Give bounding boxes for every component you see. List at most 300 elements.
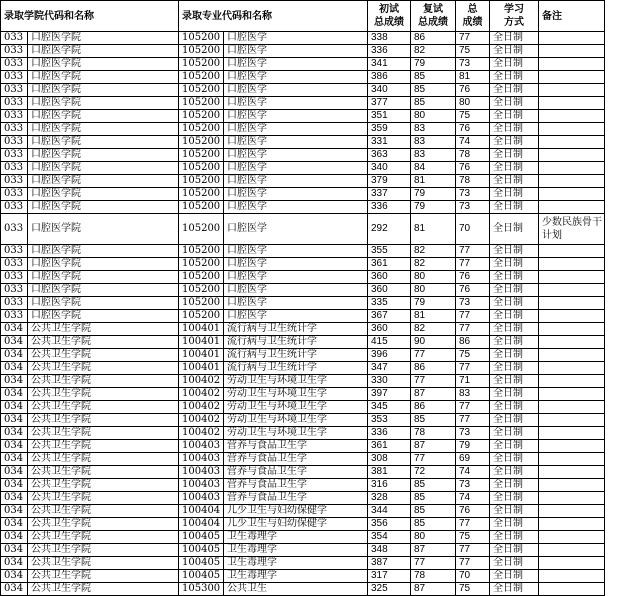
major-name-cell: 口腔医学 [224,71,368,84]
major-name-cell: 儿少卫生与妇幼保健学 [224,505,368,518]
table-row [1,323,605,336]
retest-score-cell: 85 [411,505,456,518]
total-score-cell: 86 [456,336,490,349]
major-name-cell: 口腔医学 [224,201,368,214]
study-mode-cell: 全日制 [490,84,539,97]
retest-score-cell: 78 [411,570,456,583]
prelim-score-cell: 381 [368,466,411,479]
major-name-cell: 营养与食品卫生学 [224,440,368,453]
study-mode-cell: 全日制 [490,258,539,271]
note-cell [539,297,605,310]
retest-score-cell: 85 [411,84,456,97]
header-row [1,1,605,32]
major-name-cell: 卫生毒理学 [224,531,368,544]
school-code-cell: 033 [1,84,28,97]
school-name-cell: 公共卫生学院 [28,453,179,466]
school-code-cell: 033 [1,58,28,71]
study-mode-cell: 全日制 [490,362,539,375]
prelim-score-cell: 317 [368,570,411,583]
study-mode-cell: 全日制 [490,440,539,453]
note-cell [539,362,605,375]
study-mode-cell: 全日制 [490,570,539,583]
school-code-cell: 033 [1,284,28,297]
table-body [1,32,605,596]
school-name-cell: 口腔医学院 [28,162,179,175]
total-score-cell: 77 [456,544,490,557]
school-code-cell: 033 [1,175,28,188]
school-name-cell: 公共卫生学院 [28,427,179,440]
note-cell [539,401,605,414]
total-score-cell: 77 [456,258,490,271]
major-name-cell: 口腔医学 [224,32,368,45]
prelim-score-cell: 336 [368,45,411,58]
study-mode-cell: 全日制 [490,388,539,401]
prelim-score-cell: 361 [368,440,411,453]
table-row [1,362,605,375]
major-code-cell: 105200 [179,297,224,310]
note-cell [539,544,605,557]
prelim-score-cell: 328 [368,492,411,505]
school-code-cell: 033 [1,258,28,271]
total-score-cell: 75 [456,45,490,58]
retest-score-cell: 86 [411,32,456,45]
header-total-line2: 成绩 [462,17,483,28]
total-score-cell: 76 [456,84,490,97]
study-mode-cell: 全日制 [490,175,539,188]
retest-score-cell: 77 [411,453,456,466]
retest-score-cell: 80 [411,531,456,544]
total-score-cell: 74 [456,136,490,149]
major-code-cell: 105200 [179,32,224,45]
retest-score-cell: 77 [411,557,456,570]
total-score-cell: 73 [456,188,490,201]
study-mode-cell: 全日制 [490,123,539,136]
retest-score-cell: 81 [411,310,456,323]
school-name-cell: 公共卫生学院 [28,323,179,336]
study-mode-cell: 全日制 [490,45,539,58]
prelim-score-cell: 348 [368,544,411,557]
major-name-cell: 口腔医学 [224,136,368,149]
prelim-score-cell: 325 [368,583,411,596]
note-cell [539,245,605,258]
note-cell [539,466,605,479]
retest-score-cell: 82 [411,323,456,336]
retest-score-cell: 84 [411,162,456,175]
study-mode-cell: 全日制 [490,214,539,245]
prelim-score-cell: 345 [368,401,411,414]
prelim-score-cell: 387 [368,557,411,570]
school-code-cell: 033 [1,97,28,110]
table-row [1,110,605,123]
study-mode-cell: 全日制 [490,297,539,310]
major-code-cell: 100403 [179,440,224,453]
major-name-cell: 劳动卫生与环境卫生学 [224,388,368,401]
major-code-cell: 100405 [179,544,224,557]
school-name-cell: 口腔医学院 [28,188,179,201]
total-score-cell: 77 [456,518,490,531]
total-score-cell: 80 [456,97,490,110]
total-score-cell: 73 [456,201,490,214]
school-name-cell: 口腔医学院 [28,149,179,162]
major-name-cell: 口腔医学 [224,45,368,58]
note-cell [539,271,605,284]
major-code-cell: 100401 [179,349,224,362]
header-major: 录取专业代码和名称 [179,1,368,32]
major-code-cell: 105200 [179,271,224,284]
major-code-cell: 105200 [179,214,224,245]
major-name-cell: 口腔医学 [224,123,368,136]
major-code-cell: 105200 [179,284,224,297]
study-mode-cell: 全日制 [490,349,539,362]
total-score-cell: 77 [456,310,490,323]
note-cell: 少数民族骨干计划 [539,214,605,245]
prelim-score-cell: 386 [368,71,411,84]
major-name-cell: 口腔医学 [224,149,368,162]
school-name-cell: 口腔医学院 [28,123,179,136]
total-score-cell: 81 [456,71,490,84]
table-row [1,136,605,149]
total-score-cell: 73 [456,479,490,492]
note-cell [539,136,605,149]
note-cell [539,570,605,583]
study-mode-cell: 全日制 [490,310,539,323]
major-code-cell: 100402 [179,414,224,427]
major-code-cell: 100401 [179,362,224,375]
major-code-cell: 105200 [179,71,224,84]
header-total-line1: 总 [467,4,478,15]
study-mode-cell: 全日制 [490,492,539,505]
major-name-cell: 流行病与卫生统计学 [224,323,368,336]
major-name-cell: 口腔医学 [224,284,368,297]
school-name-cell: 公共卫生学院 [28,336,179,349]
prelim-score-cell: 344 [368,505,411,518]
total-score-cell: 77 [456,557,490,570]
school-name-cell: 口腔医学院 [28,214,179,245]
school-code-cell: 034 [1,518,28,531]
prelim-score-cell: 360 [368,284,411,297]
table-row [1,271,605,284]
note-cell [539,149,605,162]
total-score-cell: 78 [456,175,490,188]
table-row [1,310,605,323]
note-cell [539,310,605,323]
header-mode-line1: 学习 [504,4,524,15]
school-code-cell: 033 [1,110,28,123]
note-cell [539,97,605,110]
retest-score-cell: 87 [411,440,456,453]
table-row [1,188,605,201]
table-row [1,479,605,492]
retest-score-cell: 86 [411,362,456,375]
note-cell [539,440,605,453]
retest-score-cell: 82 [411,245,456,258]
note-cell [539,427,605,440]
header-prelim-line2: 总成绩 [374,17,404,28]
total-score-cell: 77 [456,245,490,258]
school-code-cell: 033 [1,32,28,45]
prelim-score-cell: 335 [368,297,411,310]
school-name-cell: 口腔医学院 [28,110,179,123]
study-mode-cell: 全日制 [490,583,539,596]
major-name-cell: 口腔医学 [224,188,368,201]
study-mode-cell: 全日制 [490,466,539,479]
total-score-cell: 74 [456,492,490,505]
table-row [1,583,605,596]
retest-score-cell: 82 [411,258,456,271]
major-name-cell: 卫生毒理学 [224,544,368,557]
note-cell [539,84,605,97]
major-name-cell: 口腔医学 [224,110,368,123]
major-code-cell: 100403 [179,479,224,492]
school-code-cell: 034 [1,414,28,427]
school-code-cell: 033 [1,162,28,175]
retest-score-cell: 80 [411,271,456,284]
header-retest-line1: 复试 [423,4,443,15]
note-cell [539,453,605,466]
study-mode-cell: 全日制 [490,323,539,336]
major-code-cell: 100405 [179,531,224,544]
note-cell [539,323,605,336]
note-cell [539,557,605,570]
prelim-score-cell: 347 [368,362,411,375]
school-code-cell: 034 [1,401,28,414]
school-code-cell: 034 [1,531,28,544]
prelim-score-cell: 340 [368,162,411,175]
note-cell [539,71,605,84]
note-cell [539,175,605,188]
retest-score-cell: 79 [411,201,456,214]
note-cell [539,284,605,297]
major-name-cell: 口腔医学 [224,97,368,110]
major-code-cell: 105200 [179,201,224,214]
total-score-cell: 77 [456,323,490,336]
major-code-cell: 105200 [179,245,224,258]
major-name-cell: 劳动卫生与环境卫生学 [224,401,368,414]
table-row [1,557,605,570]
school-code-cell: 033 [1,310,28,323]
note-cell [539,188,605,201]
school-code-cell: 034 [1,544,28,557]
study-mode-cell: 全日制 [490,71,539,84]
school-code-cell: 034 [1,375,28,388]
study-mode-cell: 全日制 [490,162,539,175]
major-code-cell: 105300 [179,583,224,596]
major-name-cell: 口腔医学 [224,271,368,284]
note-cell [539,123,605,136]
retest-score-cell: 87 [411,388,456,401]
table-row [1,375,605,388]
total-score-cell: 76 [456,271,490,284]
prelim-score-cell: 356 [368,518,411,531]
major-code-cell: 105200 [179,175,224,188]
prelim-score-cell: 359 [368,123,411,136]
school-code-cell: 034 [1,492,28,505]
header-school: 录取学院代码和名称 [1,1,179,32]
prelim-score-cell: 351 [368,110,411,123]
total-score-cell: 73 [456,297,490,310]
table-row [1,440,605,453]
major-code-cell: 105200 [179,58,224,71]
school-name-cell: 公共卫生学院 [28,531,179,544]
school-name-cell: 口腔医学院 [28,271,179,284]
table-row [1,45,605,58]
major-code-cell: 105200 [179,162,224,175]
table-row [1,505,605,518]
school-name-cell: 口腔医学院 [28,310,179,323]
school-code-cell: 034 [1,388,28,401]
total-score-cell: 77 [456,414,490,427]
retest-score-cell: 90 [411,336,456,349]
retest-score-cell: 80 [411,110,456,123]
retest-score-cell: 79 [411,188,456,201]
prelim-score-cell: 308 [368,453,411,466]
school-name-cell: 公共卫生学院 [28,557,179,570]
school-name-cell: 公共卫生学院 [28,479,179,492]
school-name-cell: 公共卫生学院 [28,388,179,401]
note-cell [539,349,605,362]
school-code-cell: 034 [1,479,28,492]
retest-score-cell: 87 [411,583,456,596]
prelim-score-cell: 337 [368,188,411,201]
major-code-cell: 100401 [179,323,224,336]
header-mode-line2: 方式 [504,17,524,28]
total-score-cell: 70 [456,570,490,583]
prelim-score-cell: 336 [368,201,411,214]
table-row [1,84,605,97]
prelim-score-cell: 377 [368,97,411,110]
major-code-cell: 100404 [179,505,224,518]
school-name-cell: 口腔医学院 [28,136,179,149]
note-cell [539,479,605,492]
total-score-cell: 74 [456,466,490,479]
retest-score-cell: 83 [411,123,456,136]
school-code-cell: 034 [1,362,28,375]
major-code-cell: 100402 [179,375,224,388]
note-cell [539,388,605,401]
school-code-cell: 033 [1,123,28,136]
school-code-cell: 033 [1,245,28,258]
school-name-cell: 口腔医学院 [28,201,179,214]
major-name-cell: 口腔医学 [224,175,368,188]
note-cell [539,258,605,271]
retest-score-cell: 86 [411,401,456,414]
school-code-cell: 034 [1,466,28,479]
major-code-cell: 100405 [179,570,224,583]
table-row [1,284,605,297]
study-mode-cell: 全日制 [490,518,539,531]
table-row [1,258,605,271]
table-row [1,388,605,401]
retest-score-cell: 85 [411,492,456,505]
major-name-cell: 口腔医学 [224,214,368,245]
total-score-cell: 76 [456,505,490,518]
total-score-cell: 75 [456,349,490,362]
total-score-cell: 77 [456,362,490,375]
total-score-cell: 71 [456,375,490,388]
note-cell [539,162,605,175]
school-code-cell: 033 [1,214,28,245]
major-code-cell: 105200 [179,123,224,136]
retest-score-cell: 85 [411,414,456,427]
prelim-score-cell: 355 [368,245,411,258]
school-name-cell: 口腔医学院 [28,84,179,97]
study-mode-cell: 全日制 [490,136,539,149]
table-row [1,71,605,84]
major-code-cell: 105200 [179,310,224,323]
retest-score-cell: 77 [411,349,456,362]
major-code-cell: 100402 [179,388,224,401]
table-row [1,214,605,245]
table-row [1,32,605,45]
prelim-score-cell: 361 [368,258,411,271]
prelim-score-cell: 360 [368,323,411,336]
major-code-cell: 105200 [179,97,224,110]
prelim-score-cell: 397 [368,388,411,401]
school-name-cell: 公共卫生学院 [28,505,179,518]
major-name-cell: 口腔医学 [224,297,368,310]
note-cell [539,505,605,518]
study-mode-cell: 全日制 [490,531,539,544]
school-code-cell: 033 [1,136,28,149]
table-row [1,531,605,544]
major-name-cell: 流行病与卫生统计学 [224,349,368,362]
school-name-cell: 公共卫生学院 [28,440,179,453]
table-row [1,518,605,531]
prelim-score-cell: 341 [368,58,411,71]
note-cell [539,32,605,45]
major-name-cell: 劳动卫生与环境卫生学 [224,427,368,440]
major-name-cell: 流行病与卫生统计学 [224,362,368,375]
total-score-cell: 77 [456,401,490,414]
header-retest-score [411,1,456,32]
table-row [1,175,605,188]
school-name-cell: 口腔医学院 [28,45,179,58]
major-name-cell: 营养与食品卫生学 [224,479,368,492]
study-mode-cell: 全日制 [490,97,539,110]
prelim-score-cell: 353 [368,414,411,427]
school-name-cell: 公共卫生学院 [28,518,179,531]
study-mode-cell: 全日制 [490,427,539,440]
study-mode-cell: 全日制 [490,557,539,570]
retest-score-cell: 72 [411,466,456,479]
table-row [1,97,605,110]
total-score-cell: 76 [456,284,490,297]
major-name-cell: 口腔医学 [224,245,368,258]
study-mode-cell: 全日制 [490,479,539,492]
school-code-cell: 034 [1,453,28,466]
study-mode-cell: 全日制 [490,149,539,162]
header-note: 备注 [539,1,605,32]
major-name-cell: 口腔医学 [224,310,368,323]
major-name-cell: 营养与食品卫生学 [224,492,368,505]
prelim-score-cell: 367 [368,310,411,323]
major-code-cell: 105200 [179,149,224,162]
note-cell [539,58,605,71]
total-score-cell: 79 [456,440,490,453]
retest-score-cell: 85 [411,479,456,492]
prelim-score-cell: 340 [368,84,411,97]
major-name-cell: 口腔医学 [224,258,368,271]
prelim-score-cell: 360 [368,271,411,284]
major-code-cell: 105200 [179,136,224,149]
table-row [1,570,605,583]
school-code-cell: 034 [1,323,28,336]
school-code-cell: 033 [1,45,28,58]
note-cell [539,201,605,214]
table-row [1,349,605,362]
school-name-cell: 公共卫生学院 [28,492,179,505]
school-name-cell: 公共卫生学院 [28,570,179,583]
